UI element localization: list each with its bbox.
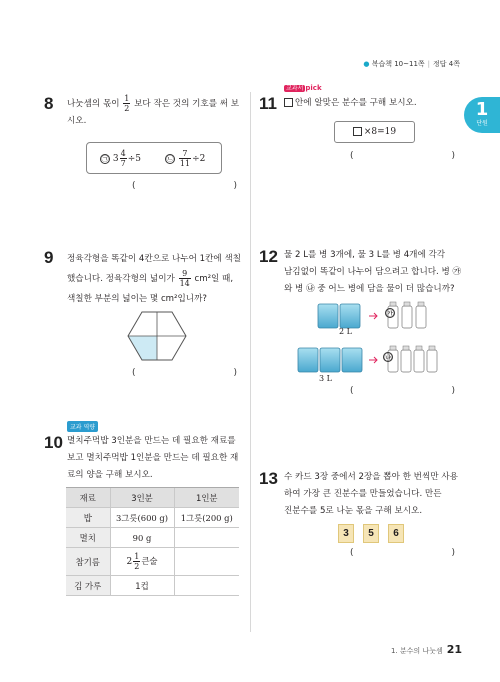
q9-line-2b: cm²일 때, xyxy=(194,274,234,284)
amount-one-blank[interactable] xyxy=(174,548,239,576)
container-2L xyxy=(318,304,360,328)
table-header: 1인분 xyxy=(174,488,239,508)
ingredient-name: 참기름 xyxy=(66,548,110,576)
q9-line-2a: 했습니다. 정육각형의 넓이가 xyxy=(67,274,175,284)
page-footer xyxy=(391,643,462,656)
arrow-right-icon xyxy=(369,357,377,363)
q8-choice-2: ㉡ $\frac{7}{11}$ ÷2 xyxy=(166,149,206,168)
ingredient-name: 밥 xyxy=(66,508,110,528)
q8-answer-blank[interactable]: ( ) xyxy=(132,181,238,191)
q12-text xyxy=(284,247,466,298)
q13-text xyxy=(284,469,466,520)
q8-text-c: 시오. xyxy=(67,116,87,126)
chapter-tab xyxy=(464,97,500,133)
q11-equation: ×8=19 xyxy=(334,121,415,143)
q9-number: 9 xyxy=(44,248,54,267)
q10-number: 10 xyxy=(44,433,63,452)
water-bottles-figure xyxy=(290,298,440,388)
q10-text xyxy=(67,433,247,484)
number-card: 5 xyxy=(363,524,379,543)
arrow-right-icon xyxy=(369,313,377,319)
empty-box-icon xyxy=(284,98,293,107)
q8-text xyxy=(67,94,242,130)
table-header: 재료 xyxy=(66,488,110,508)
chapter-number: 1 xyxy=(475,99,489,120)
ingredient-name: 멸치 xyxy=(66,528,110,548)
table-row xyxy=(66,508,239,528)
q13-line-1: 수 카드 3장 중에서 2장을 뽑아 한 번씩만 사용 xyxy=(284,472,458,482)
bottle-mark-b: ㉯ xyxy=(384,353,392,362)
amount-one-blank[interactable] xyxy=(174,576,239,596)
number-card: 3 xyxy=(338,524,354,543)
ingredient-name: 김 가루 xyxy=(66,576,110,596)
q13-line-2: 하여 가장 큰 진분수를 만들었습니다. 만든 xyxy=(284,489,442,499)
amount-three: 90 g xyxy=(110,528,174,548)
q13-number: 13 xyxy=(259,469,278,488)
amount-one: 1그릇(200 g) xyxy=(174,508,239,528)
q13-answer-blank[interactable]: ( ) xyxy=(350,548,456,558)
competency-badge: 교과 역량 xyxy=(67,421,98,432)
column-divider xyxy=(250,92,251,632)
amount-three: 3그릇(600 g) xyxy=(110,508,174,528)
q9-answer-blank[interactable]: ( ) xyxy=(132,368,238,378)
q11-text xyxy=(284,95,417,112)
q11-number: 11 xyxy=(259,94,277,113)
table-row xyxy=(66,576,239,596)
q11-text-body: 안에 알맞은 분수를 구해 보시오. xyxy=(295,98,417,108)
table-header: 3인분 xyxy=(110,488,174,508)
container-3L xyxy=(298,348,362,372)
q8-number: 8 xyxy=(44,94,54,113)
recipe-table xyxy=(66,487,239,596)
q8-fraction: $\frac{1}{2}$ xyxy=(124,94,130,113)
page-number: 21 xyxy=(446,643,462,656)
q8-text-a: 나눗셈의 몫이 xyxy=(67,99,120,109)
q12-line-2: 남김없이 똑같이 나누어 담으려고 합니다. 병 ㉮ xyxy=(284,267,462,277)
q10-line-3: 료의 양을 구해 보시오. xyxy=(67,470,153,480)
choice-mark: ㉡ xyxy=(166,154,174,163)
amount-three: 2 $\frac{1}{2}$ 큰술 xyxy=(110,548,174,576)
label-3L: 3 L xyxy=(319,374,332,383)
q10-line-1: 멸치주먹밥 3인분을 만드는 데 필요한 재료를 xyxy=(67,436,236,446)
number-card: 6 xyxy=(388,524,404,543)
q12-line-3: 와 병 ㉯ 중 어느 병에 담을 물이 더 많습니까? xyxy=(284,284,455,294)
q9-fraction: $\frac{9}{14}$ xyxy=(179,269,190,288)
q8-text-b: 보다 작은 것의 기호를 써 보 xyxy=(134,99,240,109)
shaded-part xyxy=(128,336,157,360)
table-row xyxy=(66,548,239,576)
amount-one-blank[interactable] xyxy=(174,528,239,548)
bottle-mark-a: ㉮ xyxy=(386,309,394,318)
q12-answer-blank[interactable]: ( ) xyxy=(350,386,456,396)
empty-box-icon xyxy=(353,127,362,136)
table-row xyxy=(66,528,239,548)
q13-line-3: 진분수를 5로 나눈 몫을 구해 보시오. xyxy=(284,506,423,516)
q9-line-1: 정육각형을 똑같이 4칸으로 나누어 1칸에 색칠 xyxy=(67,254,242,264)
q12-line-1: 물 2 L를 병 3개에, 물 3 L를 병 4개에 각각 xyxy=(284,250,446,260)
q9-text xyxy=(67,249,247,309)
answer-page-ref: 정답 4쪽 xyxy=(433,60,460,68)
bottles-b xyxy=(388,346,437,372)
footer-chapter: 1. 분수의 나눗셈 xyxy=(390,647,443,655)
hexagon-figure xyxy=(126,310,188,362)
table-header-row xyxy=(66,488,239,508)
q10-line-2: 보고 멸치주먹밥 1인분을 만드는 데 필요한 재 xyxy=(67,453,239,463)
page-reference: ● 복습책 10~11쪽 | 정답 4쪽 xyxy=(363,60,460,68)
label-2L: 2 L xyxy=(339,327,352,336)
q8-choice-1: ㉠ 3 $\frac{4}{7}$ ÷5 xyxy=(101,149,141,168)
review-book-ref: 복습책 10~11쪽 xyxy=(371,60,425,68)
bullet-icon: ● xyxy=(363,60,370,68)
chapter-unit: 단원 xyxy=(476,120,488,127)
amount-three: 1컵 xyxy=(110,576,174,596)
q11-answer-blank[interactable]: ( ) xyxy=(350,151,456,161)
q12-number: 12 xyxy=(259,247,278,266)
q9-line-3: 색칠한 부분의 넓이는 몇 cm²입니까? xyxy=(67,294,207,304)
textbook-pick-badge: 교과서 pick xyxy=(286,84,322,92)
choice-mark: ㉠ xyxy=(101,154,109,163)
